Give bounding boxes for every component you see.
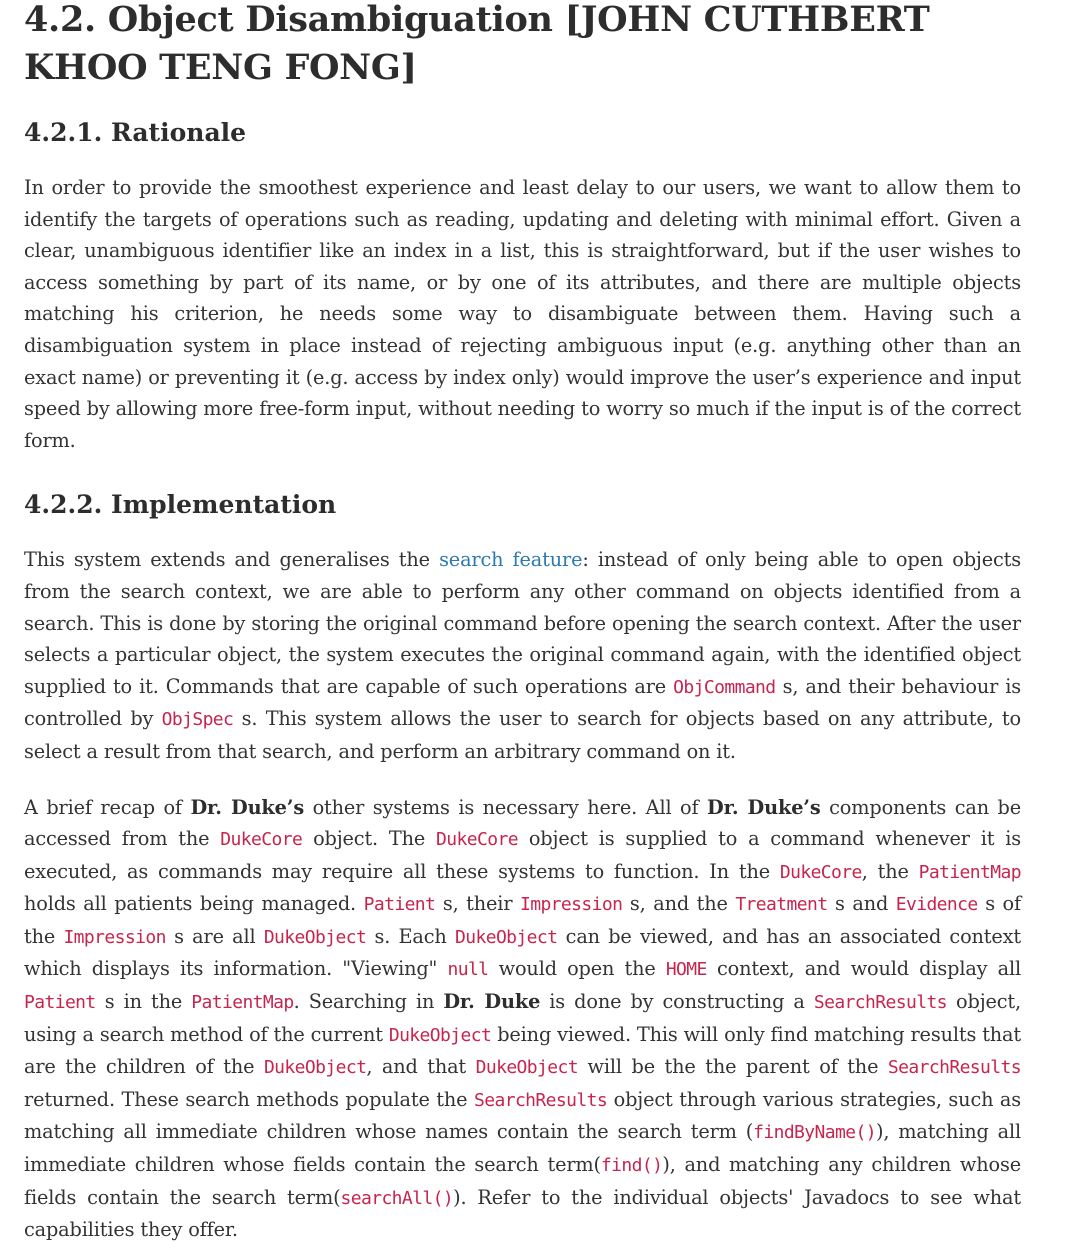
code-impression: Impression	[519, 894, 623, 916]
code-searchresults: SearchResults	[887, 1057, 1021, 1079]
code-dukeobject: DukeObject	[263, 926, 367, 948]
code-patientmap: PatientMap	[918, 861, 1021, 883]
bold-dr-duke: Dr. Duke’s	[707, 795, 821, 819]
code-find: find()	[600, 1155, 663, 1177]
document-page	[24, 0, 1021, 1246]
code-findbyname: findByName()	[753, 1122, 876, 1144]
search-feature-link[interactable]: search feature	[439, 548, 583, 572]
code-dukeobject: DukeObject	[388, 1024, 492, 1046]
code-searchresults: SearchResults	[474, 1089, 608, 1111]
code-treatment: Treatment	[735, 894, 828, 916]
section-heading-rationale: 4.2.1. Rationale	[24, 118, 247, 147]
code-searchresults: SearchResults	[813, 992, 947, 1014]
bold-dr-duke: Dr. Duke’s	[190, 795, 305, 819]
section-heading-implementation: 4.2.2. Implementation	[24, 490, 337, 520]
code-dukeobject: DukeObject	[475, 1057, 578, 1079]
implementation-paragraph-1: This system extends and generalises the search feature: instead of only being able to open objects from the search context, we are able to perform any other command on objects identified from a search. This is done by storing the original command before opening the search context. After the user selects a particular object, the system executes the original command again, with the identified object supplied to it. Commands that are capable of such operations are ObjCommand s, and their behaviour is controlled by ObjSpec s. This system allows the user to search for objects based on any attribute, to select a result from that search, and perform an arbitrary command on it.	[24, 548, 1022, 763]
implementation-paragraph-2: A brief recap of Dr. Duke’s other systems is necessary here. All of Dr. Duke’s components can be accessed from the DukeCore object. The DukeCore object is supplied to a command whenever it is executed, as commands may require all these systems to function. In the DukeCore, the PatientMap holds all patients being managed. Patient s, their Impression s, and the Treatment s and Evidence s of the Impression s are all DukeObject s. Each DukeObject can be viewed, and has an associated context which displays its information. "Viewing" null would open the HOME context, and would display all Patient s in the PatientMap. Searching in Dr. Duke is done by constructing a SearchResults object, using a search method of the current DukeObject being viewed. This will only find matching results that are the children of the DukeObject, and that DukeObject will be the the parent of the SearchResults returned. These search methods populate the SearchResults object through various strategies, such as matching all immediate children whose names contain the search term (findByName()), matching all immediate children whose fields contain the search term(find()), and matching any children whose fields contain the search term(searchAll()). Refer to the individual objects' Javadocs to see what capabilities they offer.	[24, 795, 1022, 1242]
code-patient: Patient	[24, 992, 96, 1014]
code-patient: Patient	[363, 894, 436, 916]
rationale-paragraph: In order to provide the smoothest experience and least delay to our users, we want to allow them to identify the targets of operations such as reading, updating and deleting with minimal effort. Given a clear, unambiguous identifier like an index in a list, this is straightforward, but if the user wishes to access something by part of its name, or by one of its attributes, and there are multiple objects matching his criterion, he needs some way to disambiguate between them. Having such a disambiguation system in place instead of rejecting ambiguous input (e.g. anything other than an exact name) or preventing it (e.g. access by index only) would improve the user’s experience and input speed by allowing more free-form input, without needing to worry so much if the input is of the correct form.	[24, 176, 1021, 452]
code-patientmap: PatientMap	[191, 992, 294, 1014]
code-dukeobject: DukeObject	[455, 926, 558, 948]
code-objcommand: ObjCommand	[673, 676, 776, 698]
code-dukecore: DukeCore	[779, 861, 862, 883]
code-objspec: ObjSpec	[161, 709, 234, 731]
code-searchall: searchAll()	[340, 1187, 454, 1209]
code-home: HOME	[665, 959, 707, 981]
code-null: null	[447, 959, 489, 981]
code-impression: Impression	[63, 926, 166, 948]
code-dukecore: DukeCore	[436, 829, 518, 851]
bold-dr-duke: Dr. Duke	[443, 990, 541, 1014]
code-evidence: Evidence	[895, 894, 978, 916]
code-dukeobject: DukeObject	[263, 1057, 367, 1079]
code-dukecore: DukeCore	[220, 829, 303, 851]
page-title: 4.2. Object Disambiguation [JOHN CUTHBERT KHOO TENG FONG]	[24, 0, 930, 88]
